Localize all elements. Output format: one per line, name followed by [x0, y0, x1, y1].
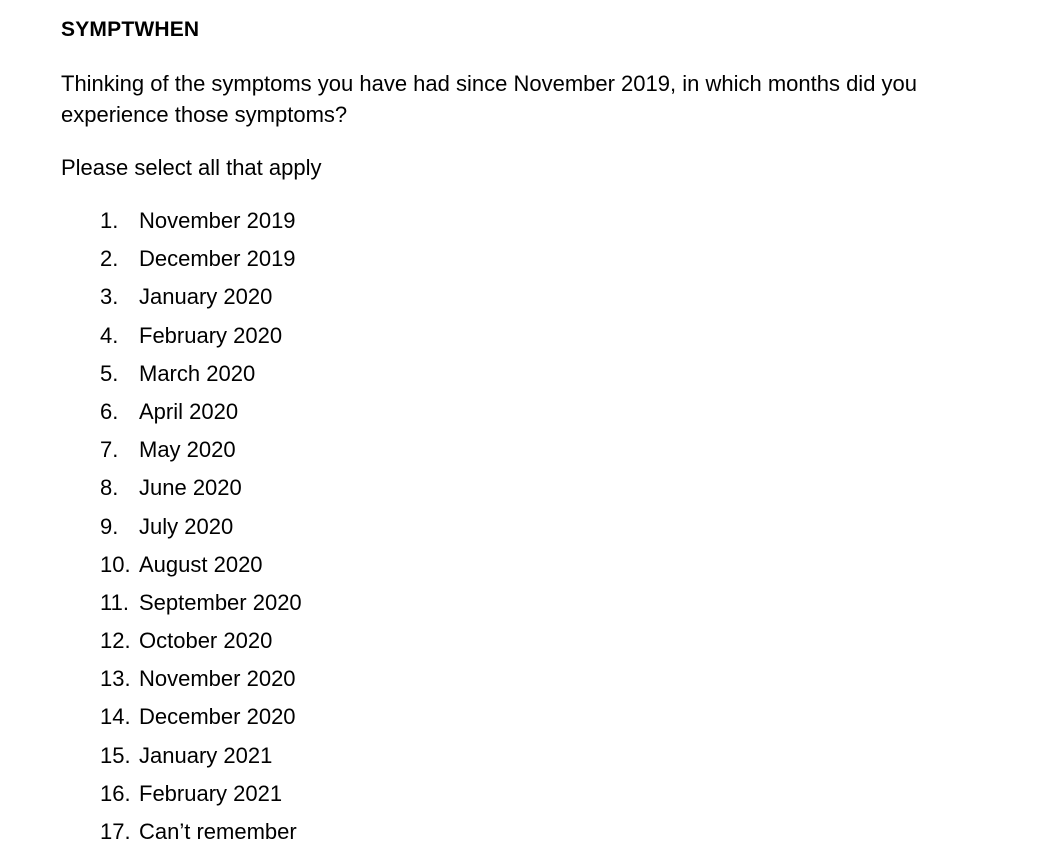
option-label: August 2020	[139, 551, 263, 577]
option-label: April 2020	[139, 398, 239, 424]
answer-option	[100, 243, 302, 281]
option-label: Can’t remember	[139, 819, 297, 844]
answer-option	[100, 816, 302, 854]
question-code: SYMPTWHEN	[61, 18, 200, 41]
option-label: November 2020	[139, 666, 296, 692]
answer-option	[100, 434, 302, 472]
answer-option	[100, 205, 302, 243]
answer-option	[100, 778, 302, 816]
option-label: October 2020	[139, 628, 273, 654]
option-label: July 2020	[139, 513, 234, 539]
option-number: 6.	[100, 398, 119, 424]
option-label: February 2020	[139, 322, 283, 348]
option-label: January 2021	[139, 742, 273, 768]
answer-option	[100, 472, 302, 510]
answer-option	[100, 281, 302, 319]
answer-option	[100, 358, 302, 396]
option-number: 10.	[100, 551, 131, 577]
option-label: June 2020	[139, 475, 242, 501]
option-number: 3.	[100, 284, 119, 310]
answer-option	[100, 625, 302, 663]
option-number: 4.	[100, 322, 119, 348]
option-number: 11.	[100, 589, 129, 615]
answer-option	[100, 701, 302, 739]
answer-option	[100, 549, 302, 587]
option-label: December 2020	[139, 704, 296, 730]
question-instruction: Please select all that apply	[61, 155, 322, 180]
option-number: 16.	[100, 780, 131, 806]
option-number: 2.	[100, 246, 119, 272]
option-label: March 2020	[139, 360, 256, 386]
answer-option	[100, 320, 302, 358]
option-number: 9.	[100, 513, 119, 539]
option-label: May 2020	[139, 437, 236, 463]
option-label: September 2020	[139, 589, 302, 615]
answer-option	[100, 511, 302, 549]
answer-option	[100, 396, 302, 434]
answer-option	[100, 740, 302, 778]
option-label: January 2020	[139, 284, 273, 310]
option-number: 5.	[100, 360, 119, 386]
answer-options-list	[100, 205, 302, 854]
option-number: 14.	[100, 704, 131, 730]
option-number: 1.	[100, 208, 119, 233]
question-text: Thinking of the symptoms you have had since November 2019, in which months did you experience those symptoms?	[61, 71, 918, 127]
option-label: November 2019	[139, 208, 296, 233]
option-number: 13.	[100, 666, 131, 692]
option-number: 7.	[100, 437, 119, 463]
option-number: 8.	[100, 475, 119, 501]
option-number: 15.	[100, 742, 131, 768]
answer-option	[100, 587, 302, 625]
option-number: 12.	[100, 628, 131, 654]
option-label: December 2019	[139, 246, 296, 272]
option-label: February 2021	[139, 780, 283, 806]
answer-option	[100, 663, 302, 701]
option-number: 17.	[100, 819, 131, 844]
